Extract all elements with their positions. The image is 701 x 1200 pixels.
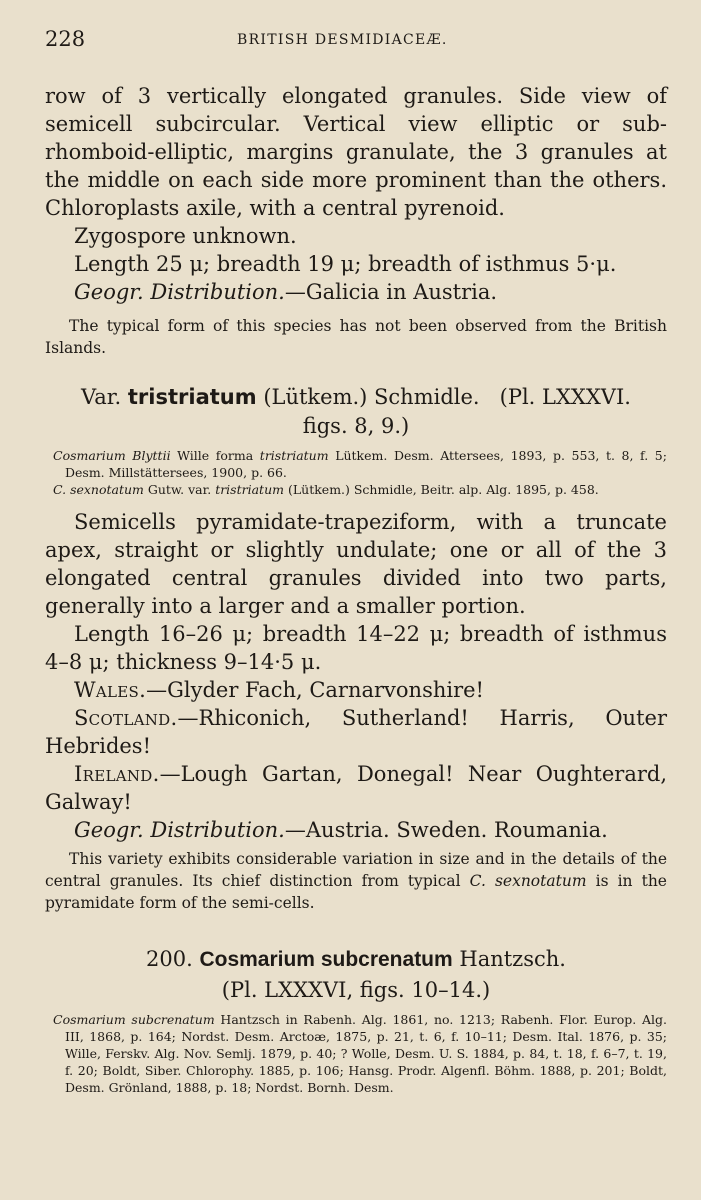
running-head: BRITISH DESMIDIACEÆ.: [237, 32, 448, 48]
page-header: [45, 27, 665, 57]
variety-dimensions: Length 16–26 μ; breadth 14–22 μ; breadth of isthmus 4–8 μ; thickness 9–14·5 μ.: [45, 622, 667, 674]
variety-distribution: Geogr. Distribution.—Austria. Sweden. Roumania.: [74, 818, 608, 842]
species-note: The typical form of this species has not been observed from the British Islands.: [45, 317, 667, 357]
variety-description: Semicells pyramidate-trapeziform, with a truncate apex, straight or slightly undulate; one or all of the 3 elongated central granules divided into two parts, generally into a larger and a smaller portion.: [45, 510, 667, 618]
locality-wales: Wales.—Glyder Fach, Carnarvonshire!: [74, 678, 485, 702]
variety-synonyms: [45, 447, 667, 498]
species-distribution: [45, 278, 667, 306]
variety-plate-ref: (Pl. LXXXVI.: [499, 385, 631, 409]
species-description-continued: row of 3 vertically elongated granules. Side view of semicell subcircular. Vertical view elliptic or sub-rhomboid-elliptic, margins granulate, the 3 granules at the middle on each side more prominent than the others. Chloroplasts axile, with a central pyrenoid.: [45, 84, 667, 220]
species-200-heading: [45, 944, 667, 1005]
distribution-text: —Galicia in Austria.: [284, 280, 498, 304]
species-200-synonymy: Cosmarium subcrenatum Hantzsch in Rabenh. Alg. 1861, no. 1213; Rabenh. Flor. Europ. Alg. III, 1868, p. 164; Nordst. Desm. Arctoæ, 1875, p. 21, t. 6, f. 10–11; Desm. Ital. 1876, p. 35; Wille, Ferskv. Alg. Nov. Semlj. 1879, p. 40; ? Wolle, Desm. U. S. 1884, p. 84, t. 18, f. 6–7, t. 19, f. 20; Boldt, Siber. Chlorophy. 1885, p. 106; Hansg. Prodr. Algenfl. Böhm. 1888, p. 201; Boldt, Desm. Grönland, 1888, p. 18; Nordst. Bornh. Desm.: [53, 1012, 667, 1095]
page-body: [45, 82, 667, 1096]
variety-note: This variety exhibits considerable variation in size and in the details of the central granules. Its chief distinction from typical C. sexnotatum is in the pyramidate form of the semi-cells.: [45, 850, 667, 912]
zygospore-line: Zygospore unknown.: [74, 224, 297, 248]
species-number: 200.: [146, 947, 193, 971]
page-number: 228: [45, 27, 86, 51]
species-authority: Hantzsch.: [459, 947, 566, 971]
variety-authority: (Lütkem.) Schmidle.: [263, 385, 480, 409]
variety-heading: [45, 383, 667, 441]
distribution-label: Geogr. Distribution.: [74, 280, 285, 304]
synonym-entry: Cosmarium Blyttii Wille forma tristriatum Lütkem. Desm. Attersees, 1893, p. 553, t. 8, f. 5; Desm. Millstättersees, 1900, p. 66.: [53, 448, 667, 480]
locality-ireland: Ireland.—Lough Gartan, Donegal! Near Oughterard, Galway!: [45, 762, 667, 814]
species-plate-ref: (Pl. LXXXVI, figs. 10–14.): [221, 978, 491, 1002]
locality-scotland: Scotland.—Rhiconich, Sutherland! Harris, Outer Hebrides!: [45, 706, 667, 758]
synonym-entry: C. sexnotatum Gutw. var. tristriatum (Lütkem.) Schmidle, Beitr. alp. Alg. 1895, p. 458.: [53, 482, 599, 497]
variety-prefix: Var.: [81, 385, 122, 409]
variety-plate-figs: figs. 8, 9.): [302, 414, 410, 438]
species-name: Cosmarium subcrenatum: [199, 948, 453, 971]
variety-name: tristriatum: [127, 385, 257, 409]
species-dimensions: Length 25 μ; breadth 19 μ; breadth of isthmus 5·μ.: [74, 252, 617, 276]
